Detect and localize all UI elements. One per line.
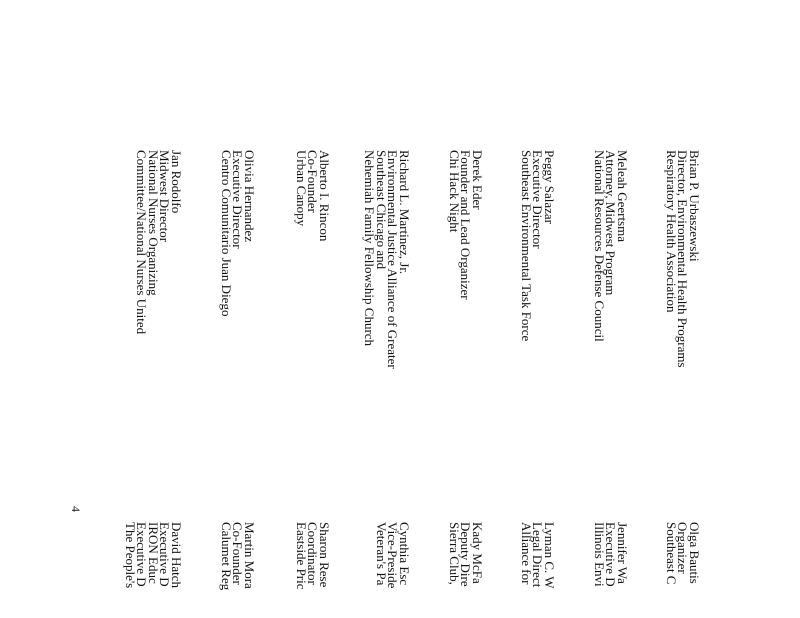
signer-organization: Respiratory Health Association — [663, 150, 679, 313]
signer-name: Cynthia Esc — [397, 522, 412, 586]
signer-name: David Hatch — [169, 522, 184, 589]
signer-title: Co-Founder — [230, 522, 246, 585]
signer-title: Deputy Dire — [458, 522, 474, 587]
signer-block-salazar — [520, 150, 555, 341]
signer-name: Derek Eder — [470, 150, 485, 210]
signer-name: Olga Bautis — [687, 522, 702, 584]
signer-organization: IRON Educ — [145, 522, 161, 584]
signer-organization: Calumet Reg — [218, 522, 234, 591]
signer-title: Executive D — [603, 522, 619, 587]
signer-name: Sharon Rese — [317, 522, 332, 588]
signer-block-jennifer — [593, 522, 628, 587]
signer-organization: National Nurses Organizing — [145, 150, 161, 296]
signer-organization: Southeast Chicago and — [373, 150, 389, 270]
signer-title: Co-Founder — [305, 150, 321, 213]
signer-block-cynthia — [375, 522, 410, 588]
signer-name: Alberto I. Rincon — [317, 150, 332, 242]
signer-name: Richard L. Martinez, Jr. — [397, 150, 412, 275]
signer-block-rincon — [295, 150, 330, 241]
signer-block-sharon — [295, 522, 330, 590]
signer-title: Organizer — [675, 522, 691, 574]
signer-title: Environmental Justice Alliance of Greater — [385, 150, 401, 369]
signer-name: Peggy Salazar — [542, 150, 557, 225]
signer-block-rodolfo — [136, 150, 182, 334]
signer-organization: Eastside Pric — [293, 522, 309, 590]
signer-block-bautis — [665, 522, 700, 584]
signer-organization: Veteran's Pa — [373, 522, 389, 586]
signer-title: Director, Environmental Health Programs — [675, 150, 691, 368]
signer-organization-2: Executive D — [134, 522, 150, 587]
page-number: 4 — [69, 506, 83, 512]
signer-block-lyman — [520, 522, 555, 589]
signer-organization-3: The People's — [122, 522, 138, 589]
signer-title: Midwest Director — [157, 150, 173, 243]
signer-title: Coordinator — [305, 522, 321, 585]
signer-name: Lyman C. W — [542, 522, 557, 589]
signer-title: Executive Director — [530, 150, 546, 249]
signer-title: Attorney, Midwest Program — [603, 150, 619, 296]
signer-block-martin — [220, 522, 255, 590]
signer-organization: Chi Hack Night — [446, 150, 462, 233]
signer-organization: National Resources Defense Council — [591, 150, 607, 342]
signer-name: Olivia Hernandez — [242, 150, 257, 243]
signer-title: Founder and Lead Organizer — [458, 150, 474, 300]
signer-name: Kady McFa — [470, 522, 485, 584]
signer-name: Jennifer Wa — [615, 522, 630, 584]
signer-title: Executive D — [157, 522, 173, 587]
signer-block-eder — [448, 150, 483, 300]
signer-name: Martin Mora — [242, 522, 257, 589]
signer-block-geertsma — [593, 150, 628, 342]
signer-organization: Sierra Club, — [446, 522, 462, 585]
signer-name: Brian P. Urbaszewski — [687, 150, 702, 262]
signer-block-hernandez — [220, 150, 255, 316]
signer-block-hatch — [124, 522, 182, 588]
signer-organization: Southeast C — [663, 522, 679, 585]
signer-organization: Centro Comunitario Juan Diego — [218, 150, 234, 317]
signer-organization: Southeast Environmental Task Force — [518, 150, 534, 342]
signer-block-martinez — [364, 150, 410, 369]
signer-organization-2: Committee/National Nurses United — [134, 150, 150, 335]
signer-block-urbaszewski — [665, 150, 700, 368]
signer-title: Legal Direct — [530, 522, 546, 588]
signer-name: Jan Rodolfo — [169, 150, 184, 214]
signer-title: Executive Director — [230, 150, 246, 249]
signer-organization-2: Nehemiah Family Fellowship Church — [362, 150, 378, 347]
signer-organization: Urban Canopy — [293, 150, 309, 227]
signer-name: Meleah Geertsma — [615, 150, 630, 243]
signer-organization: Alliance for — [518, 522, 534, 585]
signer-organization: Illinois Envi — [591, 522, 607, 587]
signer-title: Vice-Preside — [385, 522, 401, 589]
signer-block-mcfa — [448, 522, 483, 587]
